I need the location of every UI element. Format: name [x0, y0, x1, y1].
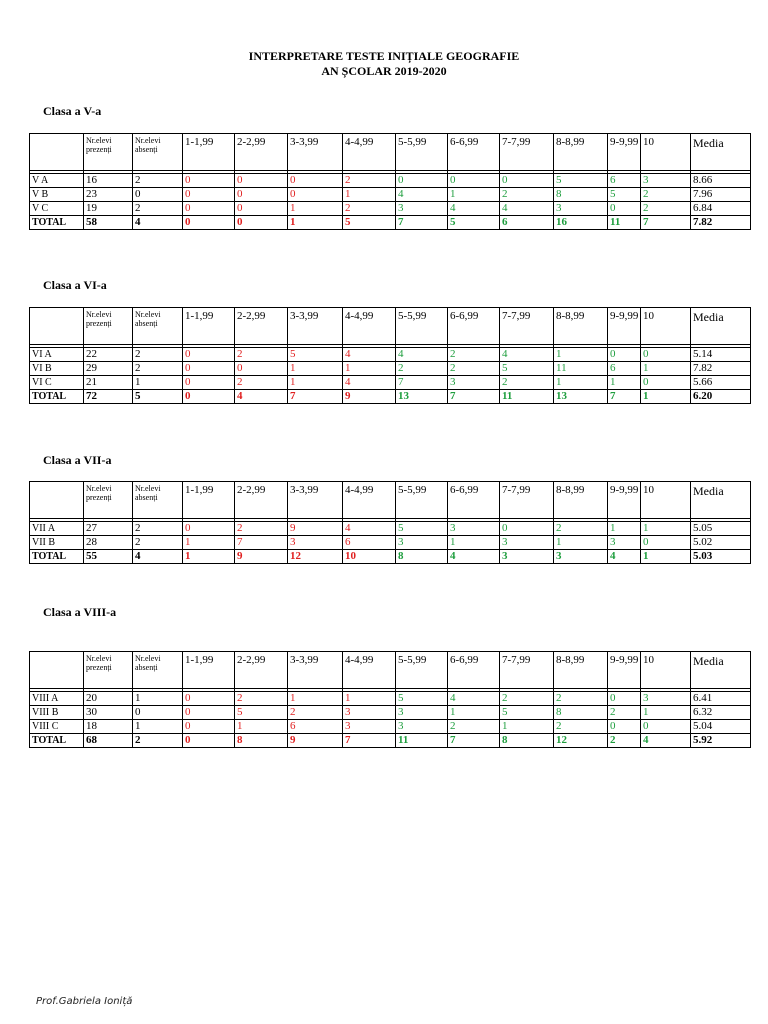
total-label: TOTAL: [30, 734, 84, 748]
column-header: 4-4,99: [343, 652, 396, 689]
column-header: 4-4,99: [343, 134, 396, 171]
table-cell: 1: [288, 692, 343, 706]
total-cell: 11: [396, 734, 448, 748]
table-cell: 2: [133, 174, 183, 188]
grades-table-clasa-vii: [29, 481, 751, 564]
table-cell: 2: [500, 376, 554, 390]
total-cell: 3: [500, 550, 554, 564]
table-cell: 0: [183, 692, 235, 706]
column-header: Nr.elevi prezenți: [84, 308, 133, 345]
total-cell: 7: [396, 216, 448, 230]
total-cell: 0: [183, 390, 235, 404]
table-cell: 28: [84, 536, 133, 550]
total-cell: 7: [343, 734, 396, 748]
column-header: Media: [691, 308, 751, 345]
column-header: 2-2,99: [235, 482, 288, 519]
header-corner-cell: [30, 134, 84, 171]
table-cell: 0: [608, 720, 641, 734]
column-header: Media: [691, 652, 751, 689]
total-cell: 5: [133, 390, 183, 404]
class-label: VII A: [30, 522, 84, 536]
header-corner-cell: [30, 482, 84, 519]
table-cell: 3: [396, 202, 448, 216]
table-cell: 5: [396, 692, 448, 706]
total-cell: 8: [500, 734, 554, 748]
column-header: 1-1,99: [183, 308, 235, 345]
table-cell: 1: [183, 536, 235, 550]
table-cell: 3: [448, 376, 500, 390]
total-cell: 7: [448, 390, 500, 404]
column-header: 4-4,99: [343, 308, 396, 345]
header-corner-cell: [30, 308, 84, 345]
table-cell: 1: [133, 720, 183, 734]
table-cell: 1: [448, 536, 500, 550]
section-heading-clasa-vii: Clasa a VII-a: [43, 453, 112, 467]
table-cell: 0: [183, 174, 235, 188]
table-row: [30, 720, 751, 734]
column-header: 2-2,99: [235, 308, 288, 345]
grades-table-clasa-v: [29, 133, 751, 230]
table-cell: 0: [235, 188, 288, 202]
table-cell: 7.96: [691, 188, 751, 202]
table-cell: 2: [133, 362, 183, 376]
table-cell: 18: [84, 720, 133, 734]
table-cell: 1: [133, 692, 183, 706]
table-cell: 5.02: [691, 536, 751, 550]
table-cell: 2: [500, 188, 554, 202]
total-cell: 8: [235, 734, 288, 748]
total-cell: 13: [396, 390, 448, 404]
total-cell: 2: [133, 734, 183, 748]
table-cell: 4: [396, 188, 448, 202]
table-cell: 23: [84, 188, 133, 202]
table-cell: 2: [448, 720, 500, 734]
table-cell: 0: [235, 202, 288, 216]
table-cell: 1: [641, 362, 691, 376]
table-cell: 11: [554, 362, 608, 376]
table-cell: 0: [608, 692, 641, 706]
total-cell: 7: [608, 390, 641, 404]
table-cell: 3: [608, 536, 641, 550]
column-header: 9-9,99: [608, 308, 641, 345]
table-cell: 1: [554, 376, 608, 390]
column-header: 5-5,99: [396, 134, 448, 171]
column-header: 8-8,99: [554, 652, 608, 689]
column-header: 9-9,99: [608, 652, 641, 689]
table-cell: 4: [343, 376, 396, 390]
table-cell: 30: [84, 706, 133, 720]
table-cell: 3: [396, 706, 448, 720]
table-cell: 22: [84, 348, 133, 362]
column-header: 8-8,99: [554, 482, 608, 519]
table-cell: 0: [396, 174, 448, 188]
column-header: Nr.elevi prezenți: [84, 134, 133, 171]
table-cell: 2: [235, 376, 288, 390]
column-header: 2-2,99: [235, 134, 288, 171]
total-cell: 1: [288, 216, 343, 230]
table-cell: 5: [235, 706, 288, 720]
table-cell: 3: [641, 692, 691, 706]
table-cell: 5.05: [691, 522, 751, 536]
total-cell: 13: [554, 390, 608, 404]
table-cell: 5: [396, 522, 448, 536]
class-label: VI A: [30, 348, 84, 362]
table-cell: 2: [554, 720, 608, 734]
table-cell: 5: [500, 706, 554, 720]
table-cell: 19: [84, 202, 133, 216]
column-header: 4-4,99: [343, 482, 396, 519]
table-cell: 3: [641, 174, 691, 188]
table-cell: 0: [183, 362, 235, 376]
table-header-row: [30, 134, 751, 171]
section-heading-clasa-viii: Clasa a VIII-a: [43, 605, 117, 619]
column-header: 2-2,99: [235, 652, 288, 689]
total-cell: 4: [235, 390, 288, 404]
table-cell: 0: [448, 174, 500, 188]
table-row: [30, 348, 751, 362]
table-cell: 7: [235, 536, 288, 550]
column-header: 10: [641, 134, 691, 171]
table-cell: 2: [235, 348, 288, 362]
table-cell: 8: [554, 706, 608, 720]
total-label: TOTAL: [30, 216, 84, 230]
table-cell: 5: [554, 174, 608, 188]
table-cell: 0: [288, 174, 343, 188]
column-header: 6-6,99: [448, 134, 500, 171]
column-header: 6-6,99: [448, 482, 500, 519]
table-cell: 5: [608, 188, 641, 202]
table-cell: 20: [84, 692, 133, 706]
table-cell: 2: [133, 536, 183, 550]
table-cell: 1: [448, 706, 500, 720]
column-header: 10: [641, 482, 691, 519]
table-cell: 3: [448, 522, 500, 536]
table-row: [30, 522, 751, 536]
column-header: 8-8,99: [554, 134, 608, 171]
total-label: TOTAL: [30, 390, 84, 404]
table-cell: 0: [641, 376, 691, 390]
column-header: 9-9,99: [608, 482, 641, 519]
table-cell: 1: [641, 522, 691, 536]
column-header: 6-6,99: [448, 652, 500, 689]
total-cell: 4: [133, 550, 183, 564]
table-cell: 29: [84, 362, 133, 376]
total-cell: 7.82: [691, 216, 751, 230]
table-cell: 0: [133, 706, 183, 720]
total-row: [30, 734, 751, 748]
total-cell: 11: [608, 216, 641, 230]
table-cell: 2: [448, 348, 500, 362]
table-cell: 3: [343, 706, 396, 720]
class-label: VIII A: [30, 692, 84, 706]
table-cell: 8: [554, 188, 608, 202]
table-cell: 27: [84, 522, 133, 536]
total-cell: 1: [641, 390, 691, 404]
table-cell: 1: [448, 188, 500, 202]
total-cell: 5: [448, 216, 500, 230]
total-cell: 4: [448, 550, 500, 564]
table-cell: 3: [343, 720, 396, 734]
total-cell: 4: [641, 734, 691, 748]
table-cell: 2: [288, 706, 343, 720]
table-cell: 8.66: [691, 174, 751, 188]
column-header: 8-8,99: [554, 308, 608, 345]
table-cell: 3: [500, 536, 554, 550]
table-header-row: [30, 308, 751, 345]
table-row: [30, 362, 751, 376]
column-header: 5-5,99: [396, 308, 448, 345]
class-label: VIII C: [30, 720, 84, 734]
column-header: 1-1,99: [183, 482, 235, 519]
table-cell: 0: [183, 706, 235, 720]
table-cell: 2: [641, 202, 691, 216]
total-cell: 58: [84, 216, 133, 230]
total-cell: 5: [343, 216, 396, 230]
table-cell: 0: [235, 362, 288, 376]
table-cell: 0: [235, 174, 288, 188]
table-cell: 16: [84, 174, 133, 188]
table-row: [30, 174, 751, 188]
table-cell: 2: [235, 692, 288, 706]
table-cell: 1: [343, 692, 396, 706]
column-header: 3-3,99: [288, 652, 343, 689]
table-cell: 2: [133, 522, 183, 536]
class-label: VI C: [30, 376, 84, 390]
table-cell: 4: [396, 348, 448, 362]
table-cell: 0: [500, 522, 554, 536]
table-cell: 6: [288, 720, 343, 734]
table-row: [30, 188, 751, 202]
class-label: V B: [30, 188, 84, 202]
table-row: [30, 692, 751, 706]
table-cell: 6.32: [691, 706, 751, 720]
total-cell: 0: [183, 734, 235, 748]
total-cell: 5.92: [691, 734, 751, 748]
table-cell: 2: [235, 522, 288, 536]
total-cell: 3: [554, 550, 608, 564]
table-cell: 4: [343, 348, 396, 362]
table-cell: 2: [500, 692, 554, 706]
column-header: Nr.elevi absenți: [133, 134, 183, 171]
total-cell: 1: [183, 550, 235, 564]
table-cell: 1: [235, 720, 288, 734]
total-cell: 4: [133, 216, 183, 230]
class-label: V A: [30, 174, 84, 188]
document-title: INTERPRETARE TESTE INIȚIALE GEOGRAFIE: [248, 49, 520, 63]
table-cell: 5.66: [691, 376, 751, 390]
table-cell: 4: [448, 692, 500, 706]
column-header: 1-1,99: [183, 134, 235, 171]
table-cell: 0: [183, 376, 235, 390]
total-cell: 9: [343, 390, 396, 404]
table-cell: 6: [343, 536, 396, 550]
table-cell: 0: [500, 174, 554, 188]
table-cell: 2: [448, 362, 500, 376]
total-cell: 9: [235, 550, 288, 564]
column-header: 1-1,99: [183, 652, 235, 689]
column-header: 6-6,99: [448, 308, 500, 345]
table-cell: 7.82: [691, 362, 751, 376]
table-cell: 2: [608, 706, 641, 720]
total-cell: 68: [84, 734, 133, 748]
table-cell: 1: [288, 376, 343, 390]
grades-table-clasa-viii: [29, 651, 751, 748]
table-cell: 21: [84, 376, 133, 390]
table-cell: 9: [288, 522, 343, 536]
column-header: Nr.elevi absenți: [133, 482, 183, 519]
table-cell: 1: [554, 348, 608, 362]
class-label: VII B: [30, 536, 84, 550]
table-cell: 4: [343, 522, 396, 536]
class-label: V C: [30, 202, 84, 216]
table-cell: 1: [288, 362, 343, 376]
table-cell: 2: [343, 202, 396, 216]
table-cell: 2: [554, 692, 608, 706]
table-cell: 2: [641, 188, 691, 202]
table-header-row: [30, 652, 751, 689]
table-cell: 1: [641, 706, 691, 720]
column-header: Nr.elevi absenți: [133, 308, 183, 345]
column-header: 7-7,99: [500, 482, 554, 519]
total-label: TOTAL: [30, 550, 84, 564]
column-header: 10: [641, 308, 691, 345]
table-cell: 3: [396, 536, 448, 550]
total-cell: 8: [396, 550, 448, 564]
total-cell: 9: [288, 734, 343, 748]
total-row: [30, 390, 751, 404]
total-cell: 7: [641, 216, 691, 230]
table-cell: 1: [608, 522, 641, 536]
table-cell: 5.14: [691, 348, 751, 362]
total-cell: 11: [500, 390, 554, 404]
table-cell: 1: [288, 202, 343, 216]
total-cell: 7: [288, 390, 343, 404]
column-header: Nr.elevi prezenți: [84, 652, 133, 689]
table-cell: 1: [500, 720, 554, 734]
table-cell: 0: [608, 202, 641, 216]
table-cell: 0: [183, 202, 235, 216]
column-header: Media: [691, 134, 751, 171]
table-cell: 4: [500, 202, 554, 216]
table-cell: 0: [183, 720, 235, 734]
table-cell: 6.41: [691, 692, 751, 706]
table-cell: 0: [133, 188, 183, 202]
column-header: 5-5,99: [396, 652, 448, 689]
column-header: 5-5,99: [396, 482, 448, 519]
author-signature: Prof.Gabriela Ioniță: [36, 996, 133, 1007]
total-cell: 12: [554, 734, 608, 748]
table-cell: 2: [343, 174, 396, 188]
column-header: 7-7,99: [500, 308, 554, 345]
class-label: VIII B: [30, 706, 84, 720]
table-cell: 1: [133, 376, 183, 390]
table-cell: 6.84: [691, 202, 751, 216]
table-cell: 7: [396, 376, 448, 390]
table-cell: 5: [500, 362, 554, 376]
table-row: [30, 536, 751, 550]
table-cell: 0: [183, 188, 235, 202]
table-cell: 3: [396, 720, 448, 734]
table-cell: 0: [183, 348, 235, 362]
table-cell: 0: [641, 348, 691, 362]
total-row: [30, 216, 751, 230]
total-cell: 4: [608, 550, 641, 564]
table-cell: 0: [183, 522, 235, 536]
column-header: 3-3,99: [288, 308, 343, 345]
section-heading-clasa-v: Clasa a V-a: [43, 104, 102, 118]
column-header: 7-7,99: [500, 652, 554, 689]
table-cell: 6: [608, 174, 641, 188]
document-subtitle: AN ȘCOLAR 2019-2020: [321, 64, 447, 78]
column-header: 3-3,99: [288, 482, 343, 519]
total-cell: 6: [500, 216, 554, 230]
column-header: 9-9,99: [608, 134, 641, 171]
total-cell: 1: [641, 550, 691, 564]
table-cell: 6: [608, 362, 641, 376]
total-cell: 7: [448, 734, 500, 748]
column-header: 10: [641, 652, 691, 689]
table-cell: 4: [500, 348, 554, 362]
table-row: [30, 376, 751, 390]
table-row: [30, 202, 751, 216]
table-cell: 2: [133, 202, 183, 216]
column-header: 3-3,99: [288, 134, 343, 171]
table-header-row: [30, 482, 751, 519]
table-cell: 2: [554, 522, 608, 536]
column-header: Nr.elevi absenți: [133, 652, 183, 689]
table-cell: 1: [608, 376, 641, 390]
header-corner-cell: [30, 652, 84, 689]
table-cell: 1: [343, 188, 396, 202]
table-row: [30, 706, 751, 720]
total-cell: 0: [235, 216, 288, 230]
table-cell: 5: [288, 348, 343, 362]
table-cell: 2: [133, 348, 183, 362]
total-cell: 5.03: [691, 550, 751, 564]
total-cell: 10: [343, 550, 396, 564]
total-cell: 0: [183, 216, 235, 230]
section-heading-clasa-vi: Clasa a VI-a: [43, 278, 107, 292]
table-cell: 0: [608, 348, 641, 362]
table-cell: 0: [641, 720, 691, 734]
table-cell: 4: [448, 202, 500, 216]
total-cell: 6.20: [691, 390, 751, 404]
table-cell: 5.04: [691, 720, 751, 734]
column-header: Media: [691, 482, 751, 519]
table-cell: 1: [554, 536, 608, 550]
table-cell: 3: [288, 536, 343, 550]
table-cell: 0: [288, 188, 343, 202]
table-cell: 3: [554, 202, 608, 216]
class-label: VI B: [30, 362, 84, 376]
grades-table-clasa-vi: [29, 307, 751, 404]
total-row: [30, 550, 751, 564]
total-cell: 72: [84, 390, 133, 404]
table-cell: 0: [641, 536, 691, 550]
column-header: Nr.elevi prezenți: [84, 482, 133, 519]
total-cell: 2: [608, 734, 641, 748]
table-cell: 2: [396, 362, 448, 376]
total-cell: 16: [554, 216, 608, 230]
total-cell: 55: [84, 550, 133, 564]
total-cell: 12: [288, 550, 343, 564]
column-header: 7-7,99: [500, 134, 554, 171]
table-cell: 1: [343, 362, 396, 376]
